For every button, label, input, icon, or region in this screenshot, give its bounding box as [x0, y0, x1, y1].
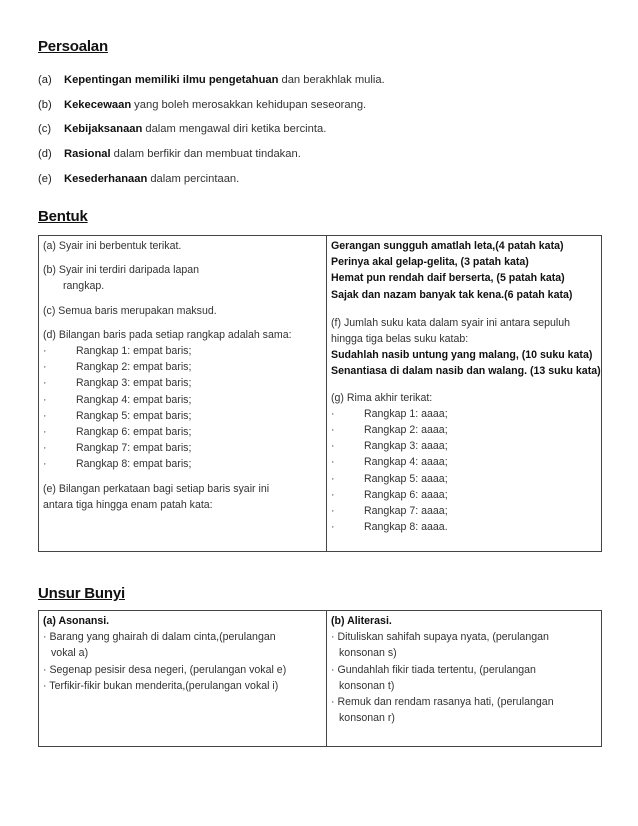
aliterasi-line: · Gundahlah fikir tiada tertentu, (perulangan [331, 663, 536, 676]
kata-example: Perinya akal gelap-gelita, (3 patah kata) [331, 256, 529, 269]
aliterasi-line: konsonan t) [339, 679, 395, 692]
aliterasi-line: · Dituliskan sahifah supaya nyata, (perulangan [331, 631, 549, 644]
persoalan-heading: Persoalan [38, 38, 108, 55]
bentuk-f-cont: hingga tiga belas suku katab: [331, 333, 469, 346]
kata-example: Sajak dan nazam banyak tak kena.(6 patah kata) [331, 288, 573, 301]
unsur-bunyi-table [38, 610, 602, 747]
bentuk-e-cont: antara tiga hingga enam patah kata: [43, 498, 213, 511]
suku-example: Senantiasa di dalam nasib dan walang. (13 suku kata) [331, 365, 601, 378]
item-keyword: Kekecewaan [64, 98, 132, 111]
bentuk-right-cell [327, 236, 602, 552]
rima-item: · Rangkap 3: aaaa; [331, 440, 448, 453]
persoalan-item [38, 166, 598, 191]
item-keyword: Kebijaksanaan [64, 123, 143, 136]
item-letter: (e) [38, 172, 52, 185]
item-letter: (c) [38, 123, 52, 136]
rangkap-baris-item: · Rangkap 2: empat baris; [43, 361, 192, 374]
persoalan-list [38, 68, 598, 191]
aliterasi-cell [327, 611, 602, 747]
rima-item: · Rangkap 6: aaaa; [331, 488, 448, 501]
rangkap-baris-item: · Rangkap 1: empat baris; [43, 345, 192, 358]
rangkap-baris-item: · Rangkap 4: empat baris; [43, 393, 192, 406]
bentuk-table [38, 235, 602, 552]
asonansi-line: · Terfikir-fikir bukan menderita,(perulangan vokal i) [43, 679, 279, 692]
kata-example: Gerangan sungguh amatlah leta,(4 patah kata) [331, 240, 564, 252]
rima-item: · Rangkap 2: aaaa; [331, 424, 448, 437]
rima-item: · Rangkap 1: aaaa; [331, 407, 448, 420]
aliterasi-line: · Remuk dan rendam rasanya hati, (perulangan [331, 696, 554, 709]
bentuk-c: (c) Semua baris merupakan maksud. [43, 304, 217, 317]
rangkap-baris-item: · Rangkap 7: empat baris; [43, 442, 192, 455]
asonansi-line: · Segenap pesisir desa negeri, (perulangan vokal e) [43, 663, 287, 676]
unsur-bunyi-heading: Unsur Bunyi [38, 585, 125, 602]
bentuk-f: (f) Jumlah suku kata dalam syair ini antara sepuluh [331, 316, 571, 329]
bentuk-left-cell [39, 236, 327, 552]
item-letter: (a) [38, 74, 52, 87]
item-text: yang boleh merosakkan kehidupan seseorang. [134, 98, 367, 111]
suku-example: Sudahlah nasib untung yang malang, (10 suku kata) [331, 349, 593, 362]
rima-item: · Rangkap 4: aaaa; [331, 456, 448, 469]
item-keyword: Kesederhanaan [64, 172, 148, 185]
bentuk-e: (e) Bilangan perkataan bagi setiap baris syair ini [43, 482, 270, 495]
asonansi-title: (a) Asonansi. [43, 615, 110, 627]
persoalan-item [38, 142, 598, 167]
asonansi-cell [39, 611, 327, 747]
persoalan-item [38, 117, 598, 142]
item-text: dalam berfikir dan membuat tindakan. [113, 148, 301, 161]
rangkap-baris-item: · Rangkap 3: empat baris; [43, 377, 192, 390]
bentuk-d: (d) Bilangan baris pada setiap rangkap adalah sama: [43, 328, 292, 341]
item-letter: (d) [38, 148, 52, 161]
bentuk-heading: Bentuk [38, 208, 88, 225]
bentuk-a: (a) Syair ini berbentuk terikat. [43, 240, 182, 252]
item-keyword: Rasional [64, 148, 111, 161]
rima-item: · Rangkap 7: aaaa; [331, 505, 448, 518]
persoalan-item [38, 93, 598, 118]
bentuk-b-cont: rangkap. [63, 280, 105, 293]
item-letter: (b) [38, 98, 52, 111]
item-text: dalam percintaan. [150, 172, 240, 185]
asonansi-line: · Barang yang ghairah di dalam cinta,(perulangan [43, 631, 276, 644]
item-text: dan berakhlak mulia. [281, 74, 385, 87]
aliterasi-line: konsonan s) [339, 647, 397, 660]
bentuk-b: (b) Syair ini terdiri daripada lapan [43, 264, 200, 277]
item-keyword: Kepentingan memiliki ilmu pengetahuan [64, 74, 279, 87]
item-text: dalam mengawal diri ketika bercinta. [145, 123, 327, 136]
aliterasi-title: (b) Aliterasi. [331, 615, 392, 627]
persoalan-item [38, 68, 598, 93]
rangkap-baris-item: · Rangkap 8: empat baris; [43, 458, 192, 471]
kata-example: Hemat pun rendah daif berserta, (5 patah kata) [331, 272, 565, 285]
rangkap-baris-item: · Rangkap 5: empat baris; [43, 409, 192, 422]
asonansi-line: vokal a) [51, 647, 89, 660]
rangkap-baris-item: · Rangkap 6: empat baris; [43, 426, 192, 439]
rima-item: · Rangkap 8: aaaa. [331, 521, 448, 534]
aliterasi-line: konsonan r) [339, 712, 395, 725]
rima-item: · Rangkap 5: aaaa; [331, 472, 448, 485]
bentuk-g: (g) Rima akhir terikat: [331, 391, 433, 404]
